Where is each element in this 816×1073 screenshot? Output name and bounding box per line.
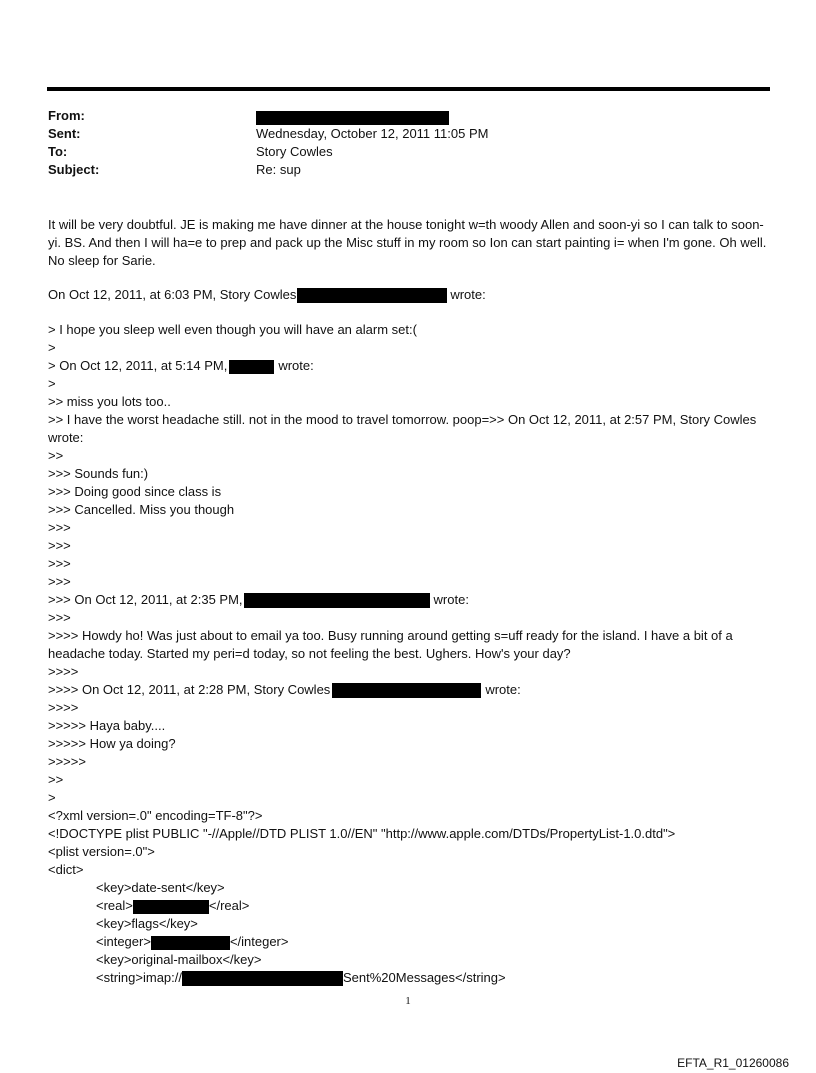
xml-text: </integer> [229,934,289,949]
quoted-line: >>>> [48,664,79,679]
xml-text: <string>imap:// [96,970,182,985]
quoted-line: >>>>> How ya doing? [48,736,176,751]
quoted-line: >> [48,448,64,463]
to-value: Story Cowles [256,144,333,159]
quoted-line [48,357,768,375]
xml-line: <dict> [48,862,84,877]
xml-line [48,969,768,987]
quoted-line: > [48,376,56,391]
redaction-box [332,683,481,698]
quoted-line: > [48,340,56,355]
redaction-box [256,111,449,125]
redaction-box [297,288,447,303]
quoted-line: >>> [48,574,71,589]
quoted-line: >>> [48,556,71,571]
xml-text: Sent%20Messages</string> [343,970,506,985]
quoted-line: >>>>> [48,754,86,769]
xml-line: <plist version=.0"> [48,844,155,859]
redaction-box [133,900,209,914]
sent-value: Wednesday, October 12, 2011 11:05 PM [256,126,489,141]
xml-line [48,933,768,951]
quote-header-wrote: wrote: [278,358,314,373]
xml-line: <!DOCTYPE plist PUBLIC "-//Apple//DTD PLIST 1.0//EN" "http://www.apple.com/DTDs/PropertyList-1.0.dtd"> [48,826,676,841]
quote-header [48,286,768,304]
quoted-line: > I hope you sleep well even though you will have an alarm set:( [48,322,417,337]
xml-line: <key>flags</key> [96,916,198,931]
quoted-line: >> I have the worst headache still. not in the mood to travel tomorrow. poop=>> On Oct 12, 2011, at 2:57 PM, Story Cowles wrote: [48,412,757,445]
xml-text: <real> [96,898,133,913]
redaction-box [151,936,230,950]
xml-text: <integer> [96,934,151,949]
quoted-line: >>> Sounds fun:) [48,466,149,481]
bates-stamp: EFTA_R1_01260086 [677,1056,789,1070]
quoted-line: >> [48,772,64,787]
quoted-line: >>>> Howdy ho! Was just about to email ya too. Busy running around getting s=uff ready for the island. I have a bit of a headache today. Started my peri=d today, so not feeling the best. Ughers. How's your day? [48,628,733,661]
quote-header-wrote: wrote: [485,682,521,697]
quote-header-text: > On Oct 12, 2011, at 5:14 PM, [48,358,228,373]
redaction-box [229,360,274,374]
page-number: 1 [405,995,411,1007]
quoted-line: >>> [48,538,71,553]
subject-value: Re: sup [256,162,301,177]
quote-header-text: >>> On Oct 12, 2011, at 2:35 PM, [48,592,243,607]
quoted-line: >>>>> Haya baby.... [48,718,166,733]
from-label: From: [48,108,85,123]
xml-line [48,897,768,915]
quoted-line: >>> Cancelled. Miss you though [48,502,235,517]
quoted-line [48,591,768,609]
xml-line: <key>date-sent</key> [96,880,225,895]
sent-label: Sent: [48,126,81,141]
quote-header-text: >>>> On Oct 12, 2011, at 2:28 PM, Story Cowles [48,682,331,697]
quoted-line [48,681,768,699]
xml-line: <?xml version=.0" encoding=TF-8"?> [48,808,263,823]
xml-text: </real> [208,898,250,913]
from-value [256,107,449,125]
quote-header-wrote: wrote: [433,592,469,607]
quoted-line: >> miss you lots too.. [48,394,171,409]
quote-header-text: On Oct 12, 2011, at 6:03 PM, Story Cowles [48,287,297,302]
xml-line: <key>original-mailbox</key> [96,952,262,967]
quoted-line: >>> [48,610,71,625]
redaction-box [182,971,343,986]
header-rule [47,87,770,91]
email-body [48,216,768,987]
subject-label: Subject: [48,162,100,177]
quoted-line: > [48,790,56,805]
quoted-line: >>> Doing good since class is [48,484,222,499]
reply-paragraph: It will be very doubtful. JE is making me have dinner at the house tonight w=th woody Allen and soon-yi so I can talk to soon-yi. BS. And then I will ha=e to prep and pack up the Misc stuff in my room so Ion can start painting i= when I'm gone. Oh well. No sleep for Sarie. [48,217,767,268]
to-label: To: [48,144,68,159]
quoted-line: >>>> [48,700,79,715]
quoted-line: >>> [48,520,71,535]
redaction-box [244,593,430,608]
quote-header-wrote: wrote: [450,287,486,302]
